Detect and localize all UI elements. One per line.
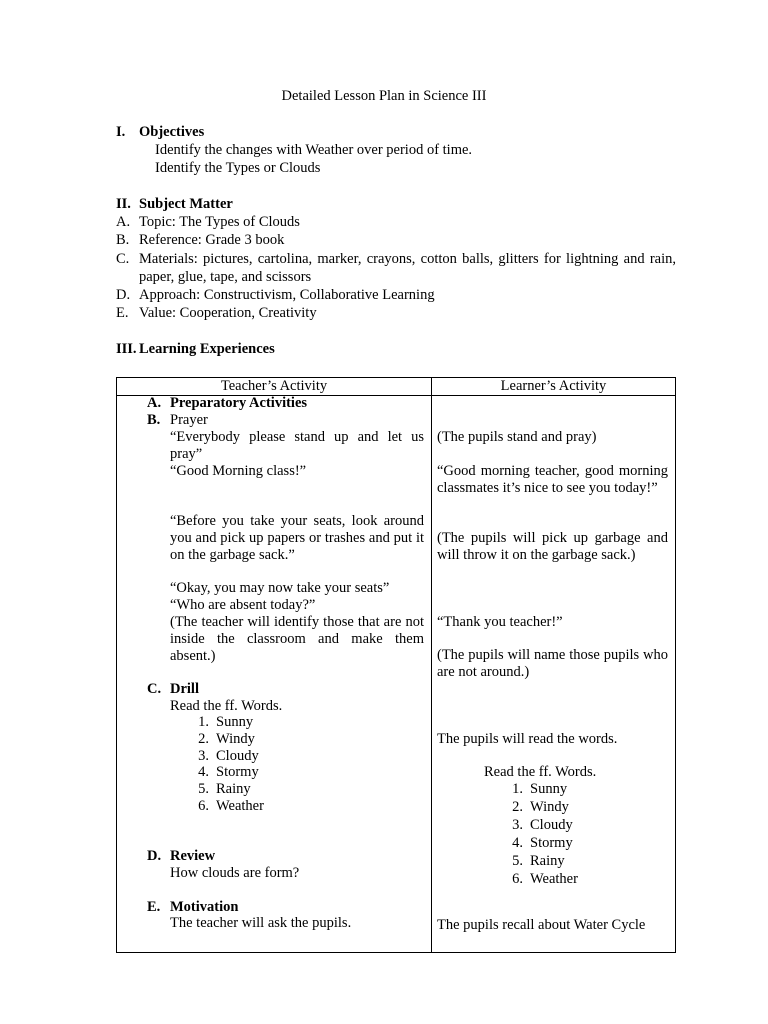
section-letter-d: D. bbox=[147, 848, 162, 864]
teacher-activity-cell: A. Preparatory Activities B. Prayer “Everybody please stand up and let us pray” “Good Morning class!” “Before you take your seats, look around you and pick up papers or trashes and put it on the garbage sack.” “Okay, you may now take your seats” “Who are absent today?” (The teacher will identify those that are not inside the classroom and make them absent.) C. Drill Read the ff. Words. 1. Sunny 2. Windy 3. Cloudy 4. Stormy 5. Rainy 6. Weather D. Review How clouds are form? E. Motivation The teacher will ask the pupils. bbox=[117, 396, 432, 953]
subject-item-materials bbox=[116, 250, 676, 286]
subject-matter-section bbox=[116, 196, 676, 322]
learner-word: Windy bbox=[530, 799, 569, 815]
review-question: How clouds are form? bbox=[170, 865, 300, 881]
learner-word: Stormy bbox=[530, 835, 573, 851]
absent-question: “Who are absent today?” bbox=[170, 597, 316, 613]
subject-item-letter: C. bbox=[116, 251, 130, 267]
objectives-number: I. bbox=[116, 124, 126, 140]
subject-item-text: Value: Cooperation, Creativity bbox=[139, 305, 317, 321]
learner-word: Cloudy bbox=[530, 817, 573, 833]
learning-experiences-number: III. bbox=[116, 341, 137, 357]
subject-item-reference bbox=[116, 232, 676, 249]
learner-activity-cell: (The pupils stand and pray) “Good morning teacher, good morning classmates it’s nice to see you today!” (The pupils will pick up garbage and will throw it on the garbage sack.) “Thank you teacher!” (The pupils will name those pupils who are not around.) The pupils will read the words. Read the ff. Words. 1. Sunny 2. Windy 3. Cloudy 4. Stormy 5. Rainy 6. Weather The pupils recall about Water Cycle bbox=[432, 396, 676, 953]
drill-word: Sunny bbox=[216, 714, 254, 730]
subject-matter-number: II. bbox=[116, 196, 131, 212]
prayer-heading: Prayer bbox=[170, 412, 208, 428]
drill-word: Stormy bbox=[216, 764, 259, 780]
review-heading: Review bbox=[170, 848, 216, 864]
section-letter-b: B. bbox=[147, 412, 161, 428]
subject-matter-heading-text: Subject Matter bbox=[139, 196, 233, 212]
learner-read-instruction: Read the ff. Words. bbox=[484, 764, 597, 780]
section-letter-a: A. bbox=[147, 395, 162, 411]
motivation-heading: Motivation bbox=[170, 899, 239, 915]
objective-line: Identify the Types or Clouds bbox=[155, 160, 321, 176]
motivation-text: The teacher will ask the pupils. bbox=[170, 915, 352, 931]
learner-greeting-text: “Good morning teacher, good morning classmates it’s nice to see you today!” bbox=[437, 463, 668, 496]
objective-line: Identify the changes with Weather over period of time. bbox=[155, 142, 473, 158]
learner-thanks-text: “Thank you teacher!” bbox=[437, 614, 563, 630]
drill-word: Weather bbox=[216, 798, 264, 814]
subject-item-letter: B. bbox=[116, 232, 130, 248]
objectives-heading-text: Objectives bbox=[139, 124, 205, 140]
objectives-section bbox=[116, 124, 676, 177]
teacher-activity-header: Teacher’s Activity bbox=[117, 378, 432, 396]
learner-word: Weather bbox=[530, 871, 578, 887]
subject-matter-heading bbox=[116, 196, 676, 213]
section-letter-e: E. bbox=[147, 899, 161, 915]
subject-item-letter: D. bbox=[116, 287, 131, 303]
subject-item-letter: A. bbox=[116, 214, 131, 230]
subject-item-topic bbox=[116, 214, 676, 231]
subject-item-text: Reference: Grade 3 book bbox=[139, 232, 285, 248]
greeting-text: “Good Morning class!” bbox=[170, 463, 307, 479]
preparatory-activities-heading: Preparatory Activities bbox=[170, 395, 308, 411]
table-header-row bbox=[117, 378, 676, 396]
prayer-instruction: “Everybody please stand up and let us pray” bbox=[170, 429, 424, 462]
drill-word: Rainy bbox=[216, 781, 251, 797]
subject-item-text: Materials: pictures, cartolina, marker, crayons, cotton balls, glitters for lightning and rain, paper, glue, tape, and scissors bbox=[139, 251, 676, 285]
learning-experiences-heading-text: Learning Experiences bbox=[139, 341, 275, 357]
drill-word: Cloudy bbox=[216, 748, 259, 764]
drill-heading: Drill bbox=[170, 681, 199, 697]
subject-item-letter: E. bbox=[116, 305, 129, 321]
learner-activity-header: Learner’s Activity bbox=[432, 378, 676, 396]
subject-item-approach bbox=[116, 287, 676, 304]
learning-experiences-heading bbox=[116, 341, 676, 358]
learning-experiences-section bbox=[116, 341, 676, 358]
document-title: Detailed Lesson Plan in Science III bbox=[281, 88, 487, 104]
garbage-instruction: “Before you take your seats, look around you and pick up papers or trashes and put it on the garbage sack.” bbox=[170, 513, 424, 563]
subject-item-text: Topic: The Types of Clouds bbox=[139, 214, 300, 230]
section-letter-c: C. bbox=[147, 681, 162, 697]
learner-word: Rainy bbox=[530, 853, 565, 869]
learner-name-absent-text: (The pupils will name those pupils who are not around.) bbox=[437, 647, 668, 680]
take-seats-text: “Okay, you may now take your seats” bbox=[170, 580, 390, 596]
learner-recall-text: The pupils recall about Water Cycle bbox=[437, 917, 646, 933]
activities-table bbox=[116, 377, 676, 953]
read-words-instruction: Read the ff. Words. bbox=[170, 698, 283, 714]
learner-read-words-text: The pupils will read the words. bbox=[437, 731, 618, 747]
learner-word: Sunny bbox=[530, 781, 568, 797]
subject-item-text: Approach: Constructivism, Collaborative Learning bbox=[139, 287, 435, 303]
drill-word: Windy bbox=[216, 731, 255, 747]
objectives-heading bbox=[116, 124, 676, 141]
table-row bbox=[117, 396, 676, 953]
learner-garbage-text: (The pupils will pick up garbage and will throw it on the garbage sack.) bbox=[437, 530, 668, 563]
subject-item-value bbox=[116, 305, 676, 322]
learner-pray-text: (The pupils stand and pray) bbox=[437, 429, 597, 445]
identify-absent-text: (The teacher will identify those that are not inside the classroom and make them absent.) bbox=[170, 614, 424, 664]
